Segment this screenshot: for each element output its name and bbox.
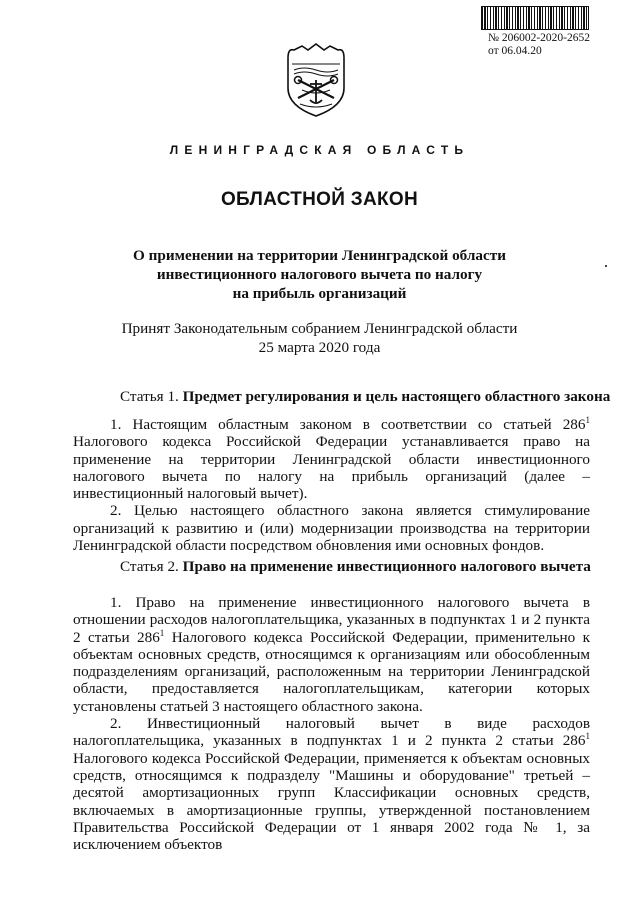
superscript: 1 <box>159 627 165 638</box>
adoption-date: 25 марта 2020 года <box>258 339 381 356</box>
article-2-body <box>73 594 590 853</box>
superscript: 1 <box>585 415 590 425</box>
article-1-title: Предмет регулирования и цель настоящего областного закона <box>182 388 611 405</box>
article-2-label: Статья 2. <box>120 558 179 575</box>
barcode <box>481 6 589 30</box>
document-type: ОБЛАСТНОЙ ЗАКОН <box>220 189 419 210</box>
adoption-line: Принят Законодательным собранием Ленинградской области <box>121 320 518 337</box>
region-name: ЛЕНИНГРАДСКАЯ ОБЛАСТЬ <box>169 143 470 157</box>
article-2-paragraph-2: 2. Инвестиционный налоговый вычет в виде расходов налогоплательщика, указанных в подпунктах 1 и 2 пункта 2 статьи $286^1$ Налогового кодекса Российской Федерации, применяется к объектам основных средств, относящимся к подразделу "Машины и оборудование" третьей – десятой амортизационных групп Классификации основных средств, включаемых в амортизационные группы, утвержденной постановлением Правительства Российской Федерации от 1 января 2002 года № 1, за исключением объектов <box>73 715 590 854</box>
article-1-paragraph-1: 1. Настоящим областным законом в соответствии со статьей $286^1$ Налогового кодекса Российской Федерации устанавливается право на применение на территории Ленинградской области инвестиционного налогового вычета по налогу на прибыль организаций (далее – инвестиционный налоговый вычет). <box>73 415 590 503</box>
law-title <box>0 246 639 303</box>
coat-of-arms-icon <box>280 40 352 118</box>
adoption-note <box>0 319 639 357</box>
law-title-line: на прибыль организаций <box>232 285 407 302</box>
superscript: 1 <box>585 731 590 742</box>
article-1-heading <box>120 388 610 406</box>
registration-date: от 06.04.20 <box>488 45 542 57</box>
article-1-paragraph-2: 2. Целью настоящего областного закона является стимулирование организаций к развитию и (или) модернизации производства на территории Ленинградской области посредством обновления ими основных фондов. <box>73 502 590 555</box>
article-1-body <box>73 416 590 554</box>
article-2-title: Право на применение инвестиционного налогового вычета <box>182 558 591 575</box>
scan-speck <box>605 265 607 267</box>
law-title-line: О применении на территории Ленинградской области <box>133 247 506 264</box>
article-1-label: Статья 1. <box>120 388 179 405</box>
article-2-paragraph-1: 1. Право на применение инвестиционного налогового вычета в отношении расходов налогоплательщика, указанных в подпунктах 1 и 2 пункта 2 статьи $286^1$ Налогового кодекса Российской Федерации, применительно к объектам основных средств, относящимся к организациям или обособленным подразделениям организаций, расположенным на территории Ленинградской области, предоставляется налогоплательщикам, категории которых установлены статьей 3 настоящего областного закона. <box>73 594 590 715</box>
registration-number: № 206002-2020-2652 <box>488 32 591 44</box>
registration-stamp <box>488 32 590 58</box>
article-2-heading <box>120 558 591 576</box>
law-title-line: инвестиционного налогового вычета по налогу <box>156 266 483 283</box>
